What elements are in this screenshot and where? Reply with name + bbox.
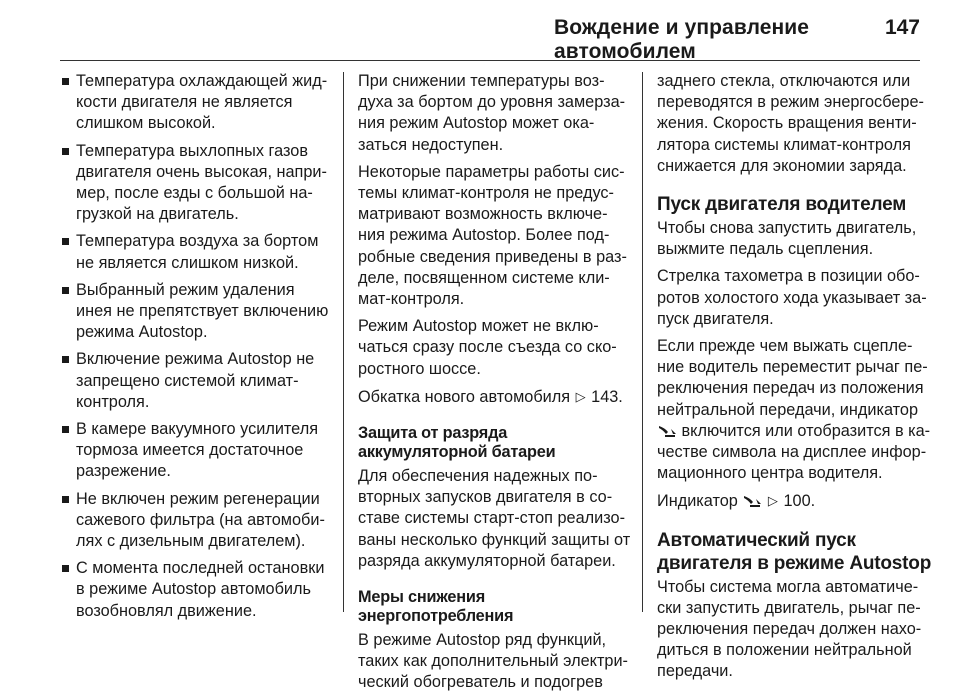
text-line: ния режима Autostop. Более под- xyxy=(358,226,610,245)
paragraph xyxy=(657,266,927,330)
bullet-item xyxy=(62,349,330,413)
text-line: запрещено системой климат- xyxy=(76,371,299,390)
text-line: заднего стекла, отключаются или xyxy=(657,72,911,90)
indicator-ref-text: Индикатор xyxy=(657,492,738,511)
text-line: Защита от разряда xyxy=(358,424,508,443)
text-line: возобновлял движение. xyxy=(76,601,257,620)
text-line: В режиме Autostop ряд функций, xyxy=(358,631,607,650)
column-2 xyxy=(358,71,631,692)
text-line: снижается для экономии заряда. xyxy=(657,156,907,175)
section-heading xyxy=(657,529,932,575)
text-line: темы климат-контроля не предус- xyxy=(358,184,614,203)
text-line: нейтральной передачи, индикатор xyxy=(657,400,919,419)
text-line: грузкой на двигатель. xyxy=(76,205,239,224)
text-line: Меры снижения xyxy=(358,588,486,607)
text-line: Чтобы система могла автоматиче- xyxy=(657,577,919,596)
text-line: С момента последней остановки xyxy=(76,559,325,578)
cross-reference-text: Обкатка нового автомобиля xyxy=(358,387,571,406)
text-line: Если прежде чем выжать сцепле- xyxy=(657,337,913,356)
text-line: аккумуляторной батареи xyxy=(358,443,556,462)
text-line: робные сведения приведены в раз- xyxy=(358,247,627,266)
text-line: таких как дополнительный электри- xyxy=(358,652,628,671)
text-line: слишком высокой. xyxy=(76,114,216,133)
text-line: ротов холостого хода указывает за- xyxy=(657,288,927,307)
bullet-item xyxy=(62,558,330,622)
text-line: режима Autostop. xyxy=(76,323,208,342)
text-line: духа за бортом до уровня замерза- xyxy=(358,93,626,112)
text-line: разрежение. xyxy=(76,462,171,481)
right-triangle-arrow-icon: ▷ xyxy=(767,493,778,509)
bullet-item xyxy=(62,419,330,483)
text-line: матривают возможность включе- xyxy=(358,205,608,224)
bullet-item xyxy=(62,489,330,553)
text-line: При снижении температуры воз- xyxy=(358,72,605,90)
text-line: пуск двигателя. xyxy=(657,309,774,328)
column-divider-1 xyxy=(343,72,344,612)
column-1 xyxy=(62,71,330,624)
text-line: реключения передач из положения xyxy=(657,379,924,398)
paragraph xyxy=(358,162,630,310)
text-line: переводятся в режим энергосбере- xyxy=(657,93,924,112)
text-line: вторных запусков двигателя в со- xyxy=(358,488,613,507)
text-line: Автоматический пуск xyxy=(657,529,856,551)
cross-reference-page[interactable]: 100. xyxy=(783,492,816,511)
text-line: Некоторые параметры работы сис- xyxy=(358,162,625,181)
text-line: выжмите педаль сцепления. xyxy=(657,240,874,259)
section-heading xyxy=(358,424,630,462)
text-line: инея не препятствует включению xyxy=(76,302,329,321)
text-line: лях с дизельным двигателем). xyxy=(76,532,306,551)
section-heading: Пуск двигателя водителем xyxy=(657,194,907,216)
text-line: в режиме Autostop автомобиль xyxy=(76,580,311,599)
text-line: диться в положении нейтральной xyxy=(657,641,912,660)
text-line: тормоза имеется достаточное xyxy=(76,441,304,460)
text-line: мат-контроля. xyxy=(358,290,465,309)
text-line: ние водитель переместит рычаг пе- xyxy=(657,358,928,377)
text-line: жения. Скорость вращения венти- xyxy=(657,114,917,133)
text-line: ния режим Autostop может ока- xyxy=(358,114,595,133)
text-line: Температура воздуха за бортом xyxy=(76,232,319,251)
text-line: Чтобы снова запустить двигатель, xyxy=(657,219,917,238)
text-line: ски запустить двигатель, рычаг пе- xyxy=(657,598,921,617)
paragraph xyxy=(657,71,927,177)
indicator-line-text: включится или отобразится в ка- xyxy=(681,421,931,440)
text-line: ческий обогреватель и подогрев xyxy=(358,673,603,692)
paragraph xyxy=(358,630,630,694)
page-title: Вождение и управление автомобилем xyxy=(554,16,810,63)
right-triangle-arrow-icon: ▷ xyxy=(575,388,586,404)
text-line: Температура выхлопных газов xyxy=(76,141,308,160)
text-line: сажевого фильтра (на автомоби- xyxy=(76,510,325,529)
paragraph-lines xyxy=(657,442,927,484)
paragraph xyxy=(358,316,630,380)
text-line: лятора системы климат-контроля xyxy=(657,135,911,154)
text-line: Температура охлаждающей жид- xyxy=(76,72,328,90)
autostop-indicator-icon xyxy=(657,424,677,438)
text-line: мер, после езды с большой на- xyxy=(76,184,313,203)
paragraph xyxy=(358,71,630,156)
text-line: энергопотребления xyxy=(358,607,514,626)
bullet-item xyxy=(62,280,330,344)
paragraph-with-indicator xyxy=(657,336,931,484)
page-number: 147 xyxy=(884,16,920,39)
text-line: Выбранный режим удаления xyxy=(76,280,295,299)
text-line: В камере вакуумного усилителя xyxy=(76,420,319,439)
section-heading xyxy=(358,588,630,626)
text-line: мационного центра водителя. xyxy=(657,464,883,483)
text-line: деле, посвященном системе кли- xyxy=(358,268,610,287)
text-line: ваны несколько функций защиты от xyxy=(358,530,631,549)
paragraph xyxy=(657,218,927,260)
paragraph-cross-reference xyxy=(657,490,927,512)
text-line: Стрелка тахометра в позиции обо- xyxy=(657,267,920,286)
text-line: реключения передач должен нахо- xyxy=(657,620,922,639)
text-line: контроля. xyxy=(76,392,150,411)
text-line: двигателя в режиме Autostop xyxy=(657,552,932,574)
text-line: кости двигателя не является xyxy=(76,93,293,112)
text-line: Не включен режим регенерации xyxy=(76,489,320,508)
page-header xyxy=(60,0,920,61)
bullet-list xyxy=(62,71,330,622)
paragraph-lines xyxy=(657,336,927,421)
text-line: ставе системы старт-стоп реализо- xyxy=(358,509,626,528)
indicator-line xyxy=(657,421,931,442)
bullet-item xyxy=(62,231,330,273)
text-line: заться недоступен. xyxy=(358,135,504,154)
paragraph-cross-reference xyxy=(358,386,630,408)
bullet-item xyxy=(62,141,330,226)
paragraph xyxy=(657,577,927,683)
text-line: чаться сразу после съезда со ско- xyxy=(358,338,617,357)
column-divider-2 xyxy=(642,72,643,612)
text-line: передачи. xyxy=(657,662,733,681)
text-line: не является слишком низкой. xyxy=(76,253,299,272)
text-line: Для обеспечения надежных по- xyxy=(358,467,598,486)
cross-reference-page[interactable]: 143. xyxy=(591,387,623,406)
text-line: Включение режима Autostop не xyxy=(76,350,315,369)
column-3 xyxy=(657,71,932,681)
text-line: двигателя очень высокая, напри- xyxy=(76,162,327,181)
text-line: Режим Autostop может не вклю- xyxy=(358,317,599,336)
bullet-item xyxy=(62,71,330,135)
text-line: разряда аккумуляторной батареи. xyxy=(358,551,616,570)
paragraph xyxy=(358,466,630,572)
autostop-indicator-icon xyxy=(742,494,762,508)
text-line: ростного шоссе. xyxy=(358,359,481,378)
text-line: честве символа на дисплее инфор- xyxy=(657,443,927,462)
